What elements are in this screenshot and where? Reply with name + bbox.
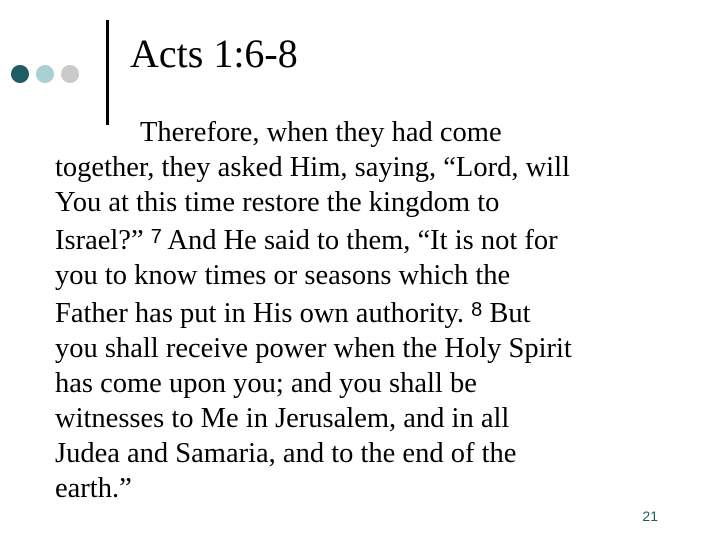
scripture-line: [55, 293, 655, 331]
verse-number: 8: [471, 299, 483, 321]
scripture-line: You at this time restore the kingdom to: [55, 187, 500, 218]
line-text: Israel?”: [55, 225, 151, 256]
scripture-line: has come upon you; and you shall be: [55, 368, 477, 399]
scripture-line: [55, 220, 655, 258]
dot-teal: [36, 65, 54, 83]
scripture-line: Therefore, when they had come: [140, 117, 502, 148]
decorative-dots: [11, 65, 79, 83]
scripture-line: earth.”: [55, 473, 132, 504]
slide-number: 21: [642, 508, 658, 524]
slide-title: Acts 1:6-8: [130, 31, 298, 76]
scripture-text: [55, 115, 655, 506]
line-text: Father has put in His own authority.: [55, 298, 472, 329]
dot-gray: [61, 65, 79, 83]
scripture-line: together, they asked Him, saying, “Lord, will: [55, 152, 570, 183]
scripture-line: you shall receive power when the Holy Spirit: [55, 333, 572, 364]
line-text: But: [482, 298, 531, 329]
verse-number: 7: [150, 226, 162, 248]
scripture-line: you to know times or seasons which the: [55, 260, 511, 291]
line-text: And He said to them, “It is not for: [161, 225, 558, 256]
scripture-line: witnesses to Me in Jerusalem, and in all: [55, 403, 510, 434]
title-divider: [106, 20, 109, 125]
scripture-line: Judea and Samaria, and to the end of the: [55, 438, 517, 469]
dot-dark: [11, 65, 29, 83]
